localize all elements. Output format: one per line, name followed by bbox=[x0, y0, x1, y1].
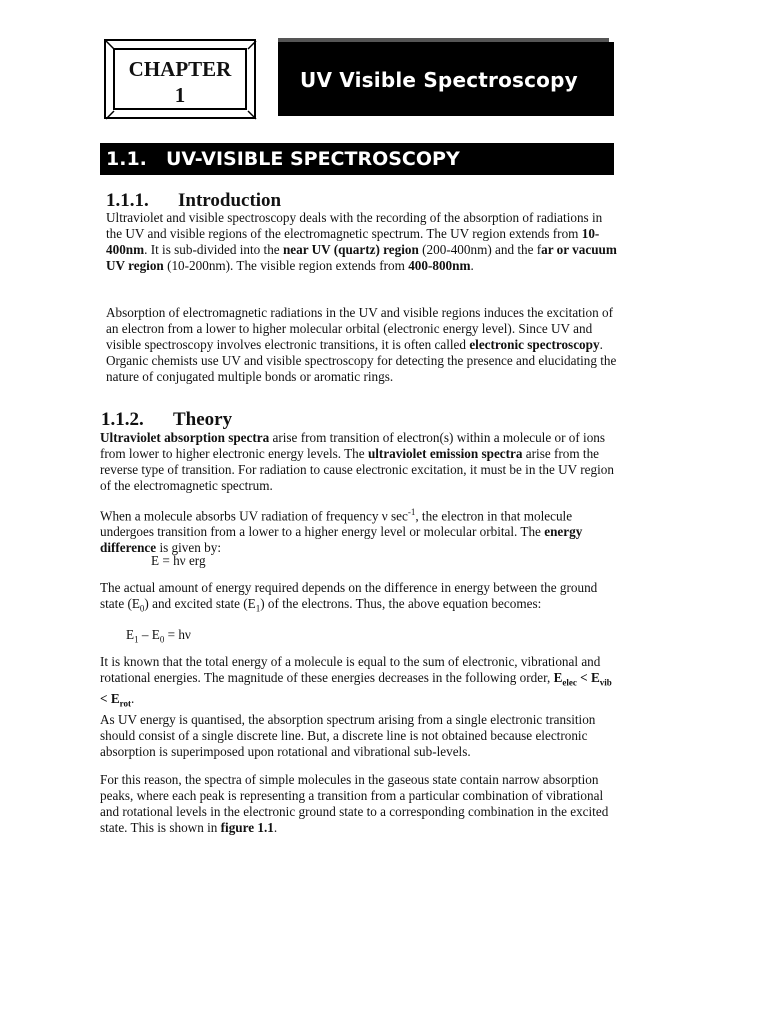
equation-energy: E = hν erg bbox=[151, 553, 206, 568]
frequency-exponent: -1 bbox=[407, 507, 416, 517]
intro-p1-text-i: . bbox=[470, 258, 474, 273]
intro-number: 1.1.1. bbox=[106, 190, 149, 211]
theory-p2-text-d: is given by: bbox=[156, 540, 221, 556]
intro-p1-text-a: Ultraviolet and visible spectroscopy deals with the recording of the absorption of radiations in the UV and visible regions of the electromagnetic spectrum. The UV region extends from bbox=[106, 210, 603, 241]
chapter-title-bar bbox=[278, 42, 614, 116]
eq2-sub1: 1 bbox=[134, 634, 139, 645]
theory-p6-end: . bbox=[273, 820, 278, 835]
eq2-minus-e0: – E bbox=[138, 627, 160, 642]
chapter-word: CHAPTER bbox=[128, 57, 232, 81]
theory-p3-text-a: The actual amount of energy required depends on the difference in energy between the ground state (E bbox=[100, 580, 598, 611]
theory-p2-text-a: When a molecule absorbs UV radiation of frequency ν sec bbox=[100, 508, 408, 524]
intro-p2-text-a: Absorption of electromagnetic radiations in the UV and visible regions induces the excitation of an electron from a lower to higher molecular orbital (electronic energy level). Since UV and visible spectroscopy involves electronic transitions, it is often called bbox=[106, 305, 613, 352]
e-rot: E bbox=[110, 690, 120, 706]
intro-p2-text-c: . Organic chemists use UV and visible spectroscopy for detecting the presence and elucidating the nature of conjugated multiple bonds or aromatic rings. bbox=[106, 337, 617, 384]
eq2-sub0: 0 bbox=[159, 634, 165, 645]
eq2-e1: E bbox=[126, 627, 135, 642]
intro-paragraph-2 bbox=[106, 305, 618, 385]
intro-p1-visible-range: 400-800nm bbox=[408, 258, 471, 273]
theory-paragraph-2 bbox=[100, 504, 620, 556]
energy-difference-term: energy difference bbox=[100, 524, 583, 556]
e-elec-subscript: elec bbox=[562, 677, 577, 688]
theory-paragraph-5: As UV energy is quantised, the absorption spectrum arising from a single electronic transition should consist of a single discrete line. But, a discrete line is not obtained because electronic absorption is superimposed upon rotational and vibrational sub-levels. bbox=[100, 712, 596, 759]
intro-p2-electronic-spectroscopy: electronic spectroscopy bbox=[469, 337, 600, 352]
theory-paragraph-1 bbox=[100, 430, 620, 494]
theory-p4-text-a: It is known that the total energy of a molecule is equal to the sum of electronic, vibrational and rotational energies. The magnitude of these energies decreases in the following order, bbox=[100, 654, 601, 685]
eq2-equals-hv: = hν bbox=[164, 627, 191, 642]
equation-energy-difference bbox=[126, 627, 191, 648]
theory-paragraph-6 bbox=[100, 772, 620, 836]
theory-p6-text-a: For this reason, the spectra of simple molecules in the gaseous state contain narrow absorption peaks, where each peak is representing a transition from a particular combination of vibrational and rotational levels in the electronic ground state to a corresponding combination in the excited state. This is shown in bbox=[100, 772, 609, 835]
intro-p1-near-uv: near UV (quartz) region bbox=[282, 242, 419, 257]
chapter-title: UV Visible Spectroscopy bbox=[300, 68, 578, 92]
e-vib: E bbox=[590, 670, 600, 685]
ground-state-subscript: 0 bbox=[139, 603, 145, 614]
figure-reference: figure 1.1 bbox=[220, 820, 274, 835]
e-vib-subscript: vib bbox=[599, 677, 612, 688]
uv-emission-spectra-term: ultraviolet emission spectra bbox=[367, 446, 523, 461]
intro-p1-text-g: (10-200nm). The visible region extends from bbox=[163, 258, 409, 273]
theory-paragraph-3 bbox=[100, 580, 620, 617]
section-heading-bar bbox=[100, 143, 614, 175]
intro-p1-text-c: . It is sub-divided into the bbox=[144, 242, 283, 257]
chapter-number: 1 bbox=[174, 83, 186, 107]
excited-state-subscript: 1 bbox=[255, 603, 261, 614]
theory-p3-text-c: ) of the electrons. Thus, the above equation becomes: bbox=[260, 596, 542, 611]
theory-p4-end: . bbox=[130, 690, 135, 706]
intro-p1-uv-range: 10-400nm bbox=[106, 226, 600, 257]
theory-p1-text-d: arise from the reverse type of transition. For radiation to cause electronic excitation, it must be in the UV region of the electromagnetic spectrum. bbox=[100, 446, 614, 493]
uv-absorption-spectra-term: Ultraviolet absorption spectra bbox=[100, 430, 270, 445]
section-number: 1.1. bbox=[106, 148, 147, 170]
section-title: UV-VISIBLE SPECTROSCOPY bbox=[166, 148, 460, 170]
theory-p1-text-b: arise from transition of electron(s) within a molecule or of ions from lower to higher electronic energy levels. The bbox=[100, 430, 606, 461]
theory-p3-text-b: ) and excited state (E bbox=[144, 596, 256, 611]
intro-paragraph-1 bbox=[106, 210, 618, 274]
less-than-2: < bbox=[100, 690, 111, 706]
theory-number: 1.1.2. bbox=[101, 409, 144, 430]
chapter-box-bevel-lines bbox=[106, 41, 258, 121]
intro-title: Introduction bbox=[178, 190, 282, 211]
theory-title: Theory bbox=[173, 409, 233, 430]
theory-p2-text-b: , the electron in that molecule undergoes transition from a lower to a higher energy level or molecular orbital. The bbox=[100, 508, 573, 540]
title-bar-shadow bbox=[278, 38, 609, 42]
e-rot-subscript: rot bbox=[119, 698, 131, 709]
intro-p1-vacuum-uv: ar or vacuum UV region bbox=[106, 242, 617, 273]
e-elec: E bbox=[553, 670, 563, 685]
chapter-box bbox=[104, 39, 256, 119]
theory-paragraph-4 bbox=[100, 654, 620, 711]
less-than-1: < bbox=[576, 670, 591, 685]
intro-p1-text-e: (200-400nm) and the f bbox=[418, 242, 542, 257]
